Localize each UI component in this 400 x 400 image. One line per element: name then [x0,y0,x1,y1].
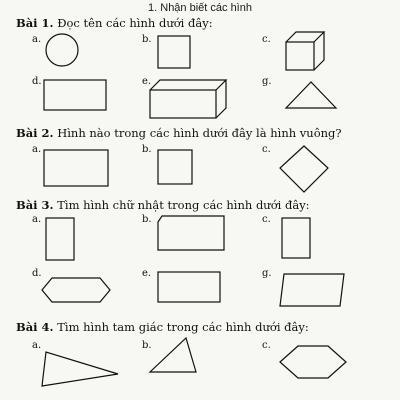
ex3-label-b: b. [142,214,152,225]
exercise-4-text: Tìm hình tam giác trong các hình dưới đây: [53,320,309,334]
ex1-cube-shape [286,32,324,70]
exercise-3-number: Bài 3. [16,198,54,212]
ex3-label-c: c. [262,214,271,225]
ex3-parallelogram-shape [280,274,344,306]
ex4-label-b: b. [142,340,152,351]
ex1-label-d: d. [32,76,42,87]
ex3-cut-rectangle-shape [158,216,224,250]
ex1-rectangle-shape [44,80,106,110]
ex1-triangle-shape [286,82,336,108]
ex1-label-b: b. [142,34,152,45]
exercise-1-text: Đọc tên các hình dưới đây: [53,16,213,30]
ex3-rectangle-e-shape [158,272,220,302]
exercise-2-text: Hình nào trong các hình dưới đây là hình vuông? [53,126,342,140]
ex2-rectangle-shape [44,150,108,186]
ex3-label-a: a. [32,214,42,225]
ex1-label-c: c. [262,34,271,45]
ex3-label-d: d. [32,268,42,279]
ex3-label-e: e. [142,268,152,279]
ex2-label-b: b. [142,144,152,155]
ex2-rhombus-shape [280,146,328,192]
ex4-right-triangle-shape [42,352,118,386]
ex3-tall-rectangle-shape [46,218,74,260]
ex1-circle-shape [46,34,78,66]
ex1-label-g: g. [262,76,272,87]
ex1-cuboid-shape [150,80,226,118]
ex4-label-a: a. [32,340,42,351]
ex4-hexagon-shape [280,346,346,378]
ex4-label-c: c. [262,340,271,351]
exercise-4-number: Bài 4. [16,320,54,334]
ex4-triangle-shape [150,338,196,372]
exercise-1-number: Bài 1. [16,16,54,30]
ex2-label-c: c. [262,144,271,155]
exercise-2-number: Bài 2. [16,126,54,140]
ex1-label-a: a. [32,34,42,45]
ex3-label-g: g. [262,268,272,279]
ex2-square-shape [158,150,192,184]
ex3-rectangle-c-shape [282,218,310,258]
ex1-label-e: e. [142,76,152,87]
ex2-label-a: a. [32,144,42,155]
ex3-hexagon-shape [42,278,110,302]
ex1-square-shape [158,36,190,68]
section-heading: 1. Nhận biết các hình [148,2,252,14]
exercise-3-text: Tìm hình chữ nhật trong các hình dưới đây: [53,198,310,212]
